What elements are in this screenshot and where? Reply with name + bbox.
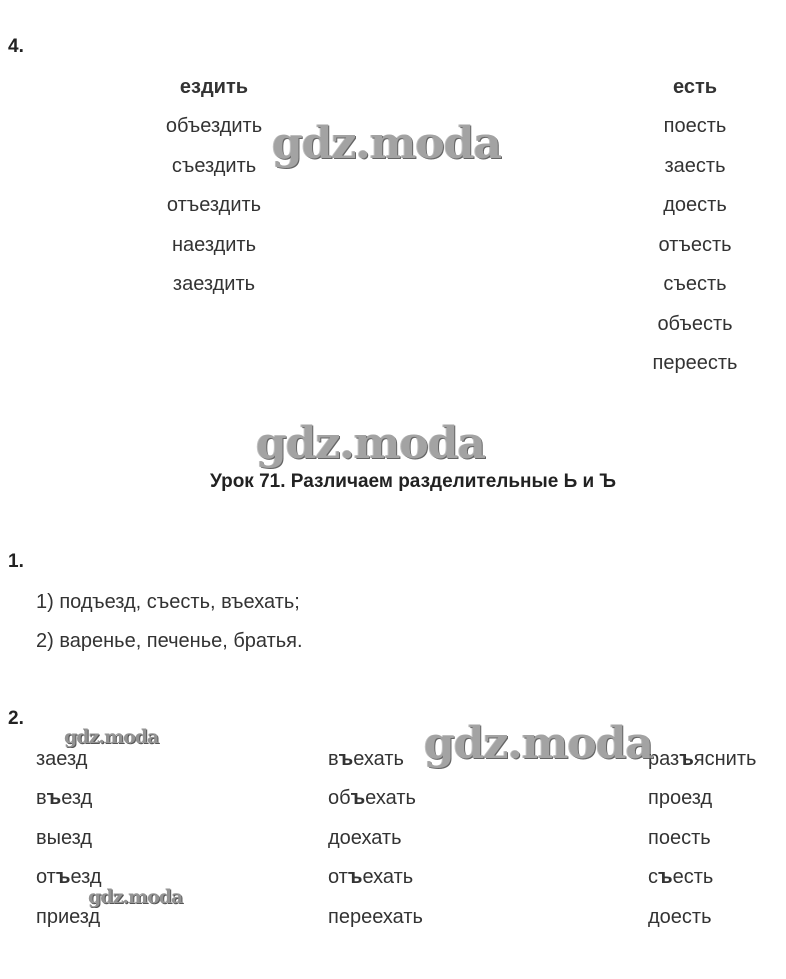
ex4-col1-word: наездить (171, 234, 257, 256)
ex2-col1-word: приезд (36, 906, 101, 928)
watermark-logo: gdz.moda (256, 418, 486, 469)
ex4-col2-word: доесть (663, 194, 727, 216)
ex4-col2-header: есть (672, 76, 718, 98)
ex4-col2-word: заесть (664, 155, 726, 177)
ex4-col1-word: отъездить (166, 194, 262, 216)
ex2-col2-word: доехать (328, 827, 402, 849)
watermark-logo: gdz.moda (88, 886, 183, 908)
ex4-col2-word: поесть (663, 115, 727, 137)
ex2-col2-word: отъехать (328, 866, 414, 888)
ex2-col3-word: доесть (648, 906, 712, 928)
lesson-title: Урок 71. Различаем разделительные Ь и Ъ (210, 471, 617, 492)
ex4-col2-word: съесть (663, 273, 727, 295)
ex4-col2-word: переесть (652, 352, 738, 374)
ex1-line-2: 2) варенье, печенье, братья. (36, 630, 303, 652)
ex4-col2-word: объесть (657, 313, 733, 335)
ex2-col2-word: переехать (328, 906, 423, 928)
ex4-col1-header: ездить (179, 76, 249, 98)
exercise-4-number: 4. (8, 36, 24, 57)
ex4-col1-word: съездить (171, 155, 257, 177)
ex2-col3-word: проезд (648, 787, 713, 809)
ex2-col3-word: разъяснить (648, 748, 757, 770)
ex2-col1-word: заезд (36, 748, 88, 770)
exercise-2-number: 2. (8, 708, 24, 729)
exercise-1-number: 1. (8, 551, 24, 572)
watermark-logo: gdz.moda (272, 118, 502, 169)
ex4-col1-word: объездить (165, 115, 263, 137)
ex2-col1-word: отъезд (36, 866, 102, 888)
watermark-logo: gdz.moda (424, 718, 654, 769)
watermark-logo: gdz.moda (64, 726, 159, 748)
ex4-col2-word: отъесть (658, 234, 732, 256)
ex2-col3-word: поесть (648, 827, 711, 849)
ex2-col2-word: въехать (328, 748, 404, 770)
ex2-col1-word: выезд (36, 827, 93, 849)
ex2-col2-word: объехать (328, 787, 416, 809)
ex2-col1-word: въезд (36, 787, 93, 809)
ex1-line-1: 1) подъезд, съесть, въехать; (36, 591, 300, 613)
ex2-col3-word: съесть (648, 866, 714, 888)
ex4-col1-word: заездить (172, 273, 256, 295)
